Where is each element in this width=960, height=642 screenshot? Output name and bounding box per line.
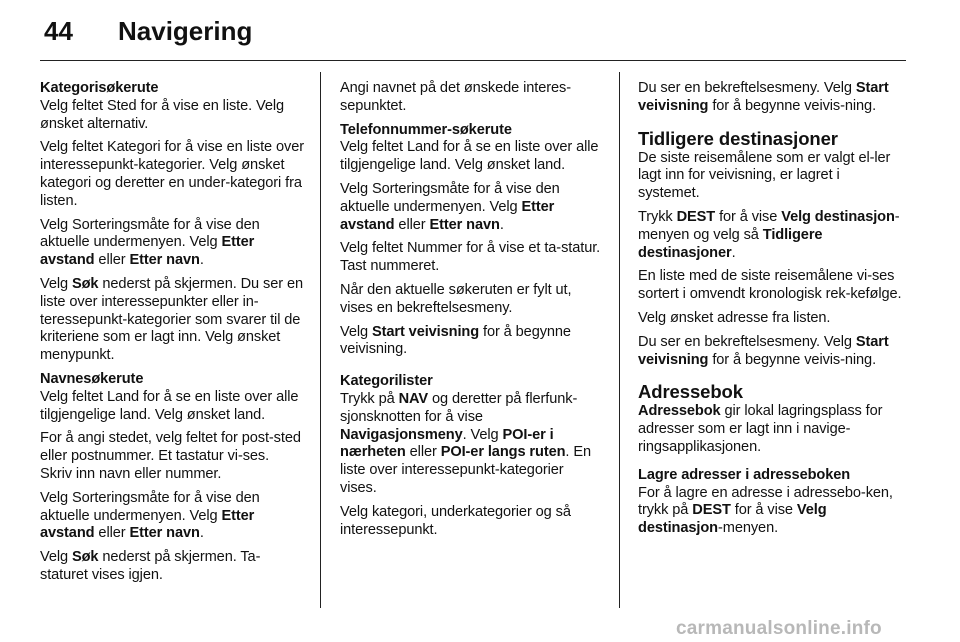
section-heading-phone-search: Telefonnummer-søkerute <box>340 121 512 138</box>
column-divider-1 <box>320 72 321 608</box>
section-heading-name-search: Navnesøkerute <box>40 370 144 387</box>
header-divider <box>40 60 906 61</box>
section-heading-category-lists: Kategorilister <box>340 373 433 390</box>
watermark: carmanualsonline.info <box>676 618 882 639</box>
paragraph: For å angi stedet, velg feltet for post-sted eller postnummer. Et tastatur vi-ses. Skriv inn navn eller nummer. <box>40 430 301 482</box>
paragraph: Angi navnet på det ønskede interes-sepunktet. <box>340 80 571 114</box>
paragraph: Velg Start veivisning for å begynne veivisning. <box>340 323 571 358</box>
paragraph: Adressebok gir lokal lagringsplass for adresser som er lagt inn i navige-ringsapplikasjonen. <box>638 403 883 455</box>
paragraph: De siste reisemålene som er valgt el-ler lagt inn for veivisning, er lagret i systemet. <box>638 149 891 202</box>
paragraph: Velg feltet Land for å se en liste over alle tilgjengelige land. Velg ønsket land. <box>40 388 299 423</box>
section-heading-save-addresses: Lagre adresser i adresseboken <box>638 466 851 483</box>
paragraph: Velg Sorteringsmåte for å vise den aktuelle undermenyen. Velg Etter avstand eller Etter navn. <box>340 180 560 233</box>
paragraph: For å lagre en adresse i adressebo-ken, trykk på DEST for å vise Velg destinasjon-menyen. <box>638 484 893 537</box>
paragraph: Velg feltet Kategori for å vise en liste over interessepunkt-kategorier. Velg ønsket kategori og deretter en under-kategori fra listen. <box>40 139 305 209</box>
paragraph: Velg Søk nederst på skjermen. Du ser en liste over interessepunkter eller in-teressepunkt-kategorier som svarer til de kriteriene som er lagt inn. Velg ønsket menypunkt. <box>40 275 303 364</box>
page-number: 44 <box>44 16 73 46</box>
paragraph: Når den aktuelle søkeruten er fylt ut, vises en bekreftelsesmeny. <box>340 281 572 316</box>
paragraph: Velg feltet Nummer for å vise et ta-statur. Tast nummeret. <box>340 240 601 275</box>
heading-previous-destinations: Tidligere destinasjoner <box>638 127 838 149</box>
column-1 <box>40 80 304 591</box>
column-2 <box>340 80 604 545</box>
column-3 <box>638 80 902 544</box>
paragraph: En liste med de siste reisemålene vi-ses sortert i omvendt kronologisk rek-kefølge. <box>638 268 902 303</box>
section-heading-category-search: Kategorisøkerute <box>40 80 159 96</box>
paragraph: Velg Sorteringsmåte for å vise den aktuelle undermenyen. Velg Etter avstand eller Etter navn. <box>40 489 260 542</box>
paragraph: Trykk på NAV og deretter på flerfunk-sjonsknotten for å vise Navigasjonsmeny. Velg POI-er i nærheten eller POI-er langs ruten. En liste over interessepunkt-kategorier vises. <box>340 390 591 496</box>
column-divider-2 <box>619 72 620 608</box>
page-title: Navigering <box>118 16 253 46</box>
paragraph: Trykk DEST for å vise Velg destinasjon-menyen og velg så Tidligere destinasjoner. <box>638 208 900 261</box>
paragraph: Velg Søk nederst på skjermen. Ta-staturet vises igjen. <box>40 549 261 583</box>
paragraph: Velg ønsket adresse fra listen. <box>638 309 831 326</box>
paragraph: Velg feltet Sted for å vise en liste. Velg ønsket alternativ. <box>40 97 285 132</box>
heading-address-book: Adressebok <box>638 381 743 403</box>
paragraph: Du ser en bekreftelsesmeny. Velg Start veivisning for å begynne veivis-ning. <box>638 333 889 368</box>
paragraph: Velg Sorteringsmåte for å vise den aktuelle undermenyen. Velg Etter avstand eller Etter navn. <box>40 216 260 269</box>
paragraph: Velg kategori, underkategorier og så interessepunkt. <box>340 503 571 538</box>
paragraph: Du ser en bekreftelsesmeny. Velg Start veivisning for å begynne veivis-ning. <box>638 80 889 114</box>
paragraph: Velg feltet Land for å se en liste over alle tilgjengelige land. Velg ønsket land. <box>340 139 599 174</box>
